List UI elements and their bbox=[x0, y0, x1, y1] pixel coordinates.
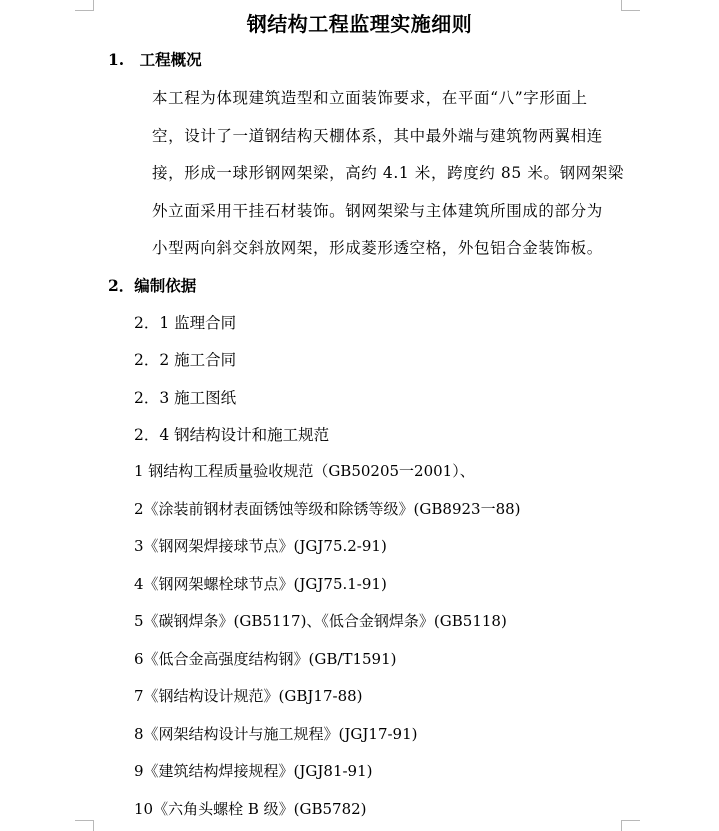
reference-item: 5《碳钢焊条》(GB5117)、《低合金钢焊条》(GB5118) bbox=[134, 612, 507, 630]
basis-item: 2．2 施工合同 bbox=[134, 351, 237, 369]
overview-paragraph-line: 外立面采用干挂石材装饰。钢网架梁与主体建筑所围成的部分为 bbox=[152, 202, 603, 220]
reference-item: 7《钢结构设计规范》(GBJ17-88) bbox=[134, 687, 363, 705]
reference-item: 8《网架结构设计与施工规程》(JGJ17-91) bbox=[134, 725, 418, 743]
page-corner-mark-bottom-left bbox=[75, 820, 94, 831]
reference-item: 1 钢结构工程质量验收规范（GB50205一2001）、 bbox=[134, 462, 475, 480]
document-title: 钢结构工程监理实施细则 bbox=[246, 12, 473, 36]
page-corner-mark-bottom-right bbox=[621, 820, 640, 831]
basis-item: 2．4 钢结构设计和施工规范 bbox=[134, 426, 330, 444]
reference-item: 6《低合金高强度结构钢》(GB/T1591) bbox=[134, 650, 397, 668]
overview-paragraph-line: 空，设计了一道钢结构天棚体系，其中最外端与建筑物两翼相连 bbox=[152, 127, 603, 145]
reference-item: 3《钢网架焊接球节点》(JGJ75.2-91) bbox=[134, 537, 387, 555]
reference-item: 9《建筑结构焊接规程》(JGJ81-91) bbox=[134, 762, 373, 780]
section-heading-overview: 1. 工程概况 bbox=[108, 50, 202, 69]
basis-item: 2．1 监理合同 bbox=[134, 314, 237, 332]
overview-paragraph-line: 本工程为体现建筑造型和立面装饰要求，在平面“八”字形面上 bbox=[152, 89, 588, 107]
reference-item: 10《六角头螺栓 B 级》(GB5782) bbox=[134, 800, 367, 818]
basis-item: 2．3 施工图纸 bbox=[134, 389, 237, 407]
overview-paragraph-line: 小型两向斜交斜放网架，形成菱形透空格，外包铝合金装饰板。 bbox=[152, 239, 603, 257]
overview-paragraph-line: 接，形成一球形钢网架梁，高约 4.1 米，跨度约 85 米。钢网架梁 bbox=[152, 164, 624, 182]
reference-item: 4《钢网架螺栓球节点》(JGJ75.1-91) bbox=[134, 575, 387, 593]
section-heading-basis: 2．编制依据 bbox=[108, 276, 197, 295]
reference-item: 2《涂装前钢材表面锈蚀等级和除锈等级》(GB8923一88) bbox=[134, 500, 521, 518]
